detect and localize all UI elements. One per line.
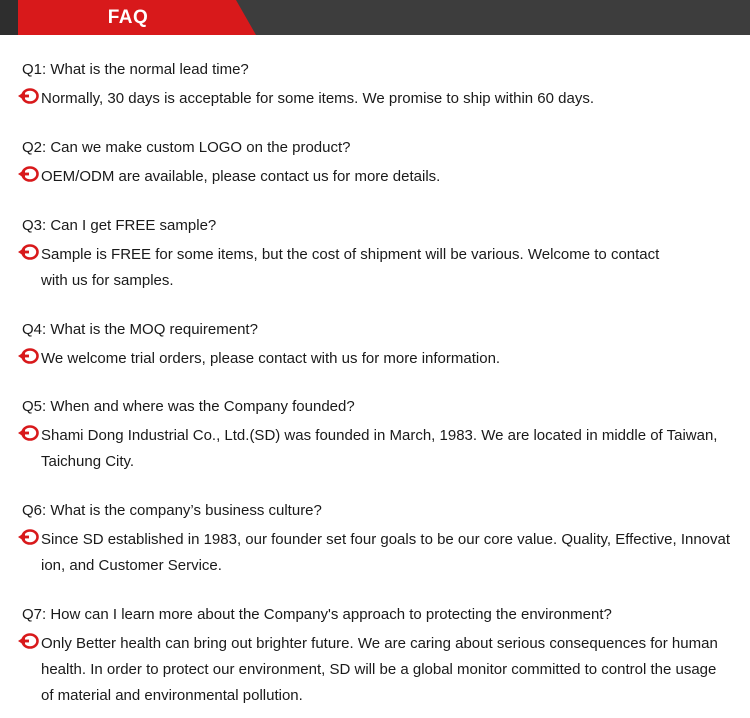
- red-oval-arrow-icon: [17, 633, 39, 649]
- faq-answer-3: Sample is FREE for some items, but the cost of shipment will be various. Welcome to contact with us for samples.: [41, 246, 660, 289]
- red-oval-arrow-icon: [17, 244, 39, 260]
- faq-answer-5: Shami Dong Industrial Co., Ltd.(SD) was founded in March, 1983. We are located in middle of Taiwan, Taichung City.: [41, 427, 718, 470]
- faq-answer-1: Normally, 30 days is acceptable for some items. We promise to ship within 60 days.: [41, 90, 595, 107]
- faq-answer-6: Since SD established in 1983, our founder set four goals to be our core value. Quality, Effective, Innovation, and Customer Service.: [41, 531, 731, 574]
- red-oval-arrow-icon: [17, 166, 39, 182]
- red-oval-arrow-icon: [17, 88, 39, 104]
- faq-question-7: Q7: How can I learn more about the Company's approach to protecting the environment?: [22, 606, 612, 623]
- red-oval-arrow-icon: [17, 348, 39, 364]
- faq-question-2: Q2: Can we make custom LOGO on the product?: [22, 139, 351, 156]
- faq-answer-4: We welcome trial orders, please contact with us for more information.: [41, 350, 501, 367]
- red-oval-arrow-icon: [17, 529, 39, 545]
- faq-question-6: Q6: What is the company’s business culture?: [22, 502, 322, 519]
- faq-title: FAQ: [107, 7, 149, 28]
- faq-question-4: Q4: What is the MOQ requirement?: [22, 321, 258, 338]
- faq-question-1: Q1: What is the normal lead time?: [22, 61, 249, 78]
- faq-question-5: Q5: When and where was the Company founded?: [22, 398, 355, 415]
- faq-answer-2: OEM/ODM are available, please contact us for more details.: [41, 168, 441, 185]
- faq-header-bar: [0, 0, 750, 35]
- faq-question-3: Q3: Can I get FREE sample?: [22, 217, 217, 234]
- red-oval-arrow-icon: [17, 425, 39, 441]
- faq-answer-7: Only Better health can bring out brighter future. We are caring about serious consequences for human health. In order to protect our environment, SD will be a global monitor committed to control the usage of material and environmental pollution.: [41, 635, 718, 704]
